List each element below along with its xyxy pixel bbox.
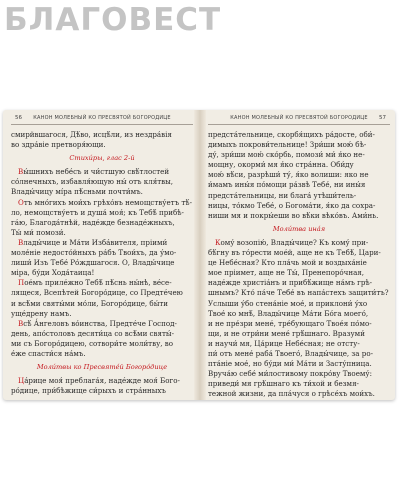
text-line: шнымъ? Кто́ па́че Тебе́ въ напа́стехъ защити́тъ? bbox=[208, 288, 389, 298]
text-line: Услыши у́бо стена́ніе мое́, и приклони́ у́хо bbox=[208, 298, 368, 308]
text-line: лящеся, Всепѣтей Богоро́дице, со Предтéчею bbox=[11, 288, 183, 298]
text-line: ро́дице, при́бѣжище си́рыхъ и стра́нныхъ bbox=[11, 386, 166, 396]
section-heading: Моли́тва ина́я bbox=[272, 224, 326, 233]
page-text bbox=[208, 130, 390, 399]
text-line: Всѣ́ А́нгеловъ во́инства, Предтéче Господ- bbox=[18, 318, 177, 328]
text-line: надéжде христіа́нъ и прибѣ́жище на́мъ грѣ- bbox=[208, 278, 373, 288]
text-line: Влады́чице и Ма́ти Изба́вителя, пріими́ bbox=[18, 237, 168, 247]
red-initial: Ц bbox=[18, 376, 25, 386]
text-line: Вруча́ю себе́ ми́лостивому покро́ву Твоему́: bbox=[208, 369, 372, 379]
running-head bbox=[11, 110, 193, 125]
text-line: е́же спасти́ся на́мъ. bbox=[11, 348, 86, 358]
text-line: во здра́віе претворя́ющи. bbox=[11, 140, 106, 150]
text-line: приведи́ мя грѣ́шнаго къ ти́хой и безмя- bbox=[208, 379, 359, 389]
running-title: КАНОН МОЛЕБНЫЙ КО ПРЕСВЯТОЙ БОГОРОДИЦЕ bbox=[230, 115, 368, 121]
text-line: и всѣ́ми святы́ми мо́ли, Богоро́дице, бы́ти bbox=[11, 298, 168, 308]
text-line: день, апо́столовъ десяти́ца со всѣ́ми святы́- bbox=[11, 328, 174, 338]
text-line: це Небе́сная? Кто пла́чь мой и воздыха́ніе bbox=[208, 258, 367, 268]
text-line: мое пріимет, аще не Ты́, Пренепоро́чная, bbox=[208, 268, 365, 278]
text-line: Ты́ ми́ помози́. bbox=[11, 227, 66, 237]
section-heading: Стихи́ры, глас 2-й bbox=[69, 154, 135, 163]
text-line: щи, и не отри́ни мене́ грѣ́шнаго. Вразуми́ bbox=[208, 328, 365, 338]
text-line: ло, немощству́етъ и душа́ моя́; къ Тебѣ́ прибѣ- bbox=[11, 207, 184, 217]
text-line: Поéмъ прилéжно Тебѣ́ пѣ́снь ны́нѣ, вéсе- bbox=[18, 278, 172, 288]
text-line: міра, бу́ди Хода́таица! bbox=[11, 268, 95, 278]
right-page bbox=[208, 110, 390, 400]
red-initial: В bbox=[18, 167, 24, 177]
text-line: Кому́ возопію́, Влады́чице? Къ кому́ при- bbox=[215, 237, 369, 247]
text-line: гáю, Благода́тнѣй, надéжде безнадéжныхъ, bbox=[11, 217, 175, 227]
book-gutter bbox=[194, 110, 206, 400]
text-line: и́мамъ ины́я по́мощи ра́звѣ Тебе́, ни ины́я bbox=[208, 180, 366, 190]
page-number: 56 bbox=[15, 115, 22, 121]
text-line: Твое́ ко мнѣ́, Влады́чице Ма́ти Бо́га моего́, bbox=[208, 308, 369, 318]
text-line: и не пре́зри менé, тре́бующаго Твое́я по́мо- bbox=[208, 318, 372, 328]
text-line: Влады́чицу мі́ра пѣ́сньми почти́мъ. bbox=[11, 187, 143, 197]
text-line: ду́, зри́ши мою́ ско́рбь, помози́ ми́ я́ко не- bbox=[208, 150, 365, 160]
text-line: мою́ вѣ́си, разрѣши́ ту́, я́ко волиши: яко не bbox=[208, 170, 369, 180]
red-initial: В bbox=[18, 237, 24, 247]
text-line: тежной жизни, да пла́чуся о грѣсе́хъ мои́хъ. bbox=[208, 389, 375, 399]
running-title: КАНОН МОЛЕБНЫЙ КО ПРЕСВЯТОЙ БОГОРОДИЦЕ bbox=[33, 115, 171, 121]
text-line: лиши́ Изъ Тебе́ Ро́ждшагося. О, Влады́чице bbox=[11, 258, 175, 268]
text-line: предста́тельницы, ни блага́ утѣши́тель- bbox=[208, 190, 357, 200]
left-page bbox=[11, 110, 193, 400]
text-line: моле́ніе недосто́йныхъ ра́бъ Твои́хъ, да у́мо- bbox=[11, 248, 177, 258]
text-line: пта́ніе мое́, но бу́ди ми́ Ма́ти и Засту́пница. bbox=[208, 359, 372, 369]
text-line: мощну, окорми́ мя я́ко стра́нна. Оби́ду bbox=[208, 160, 354, 170]
running-head bbox=[208, 110, 390, 125]
text-line: ниши мя и покры́еши во вѣ́ки вѣко́въ. Ами́нь. bbox=[208, 210, 379, 220]
text-line: пи́ отъ мене́ раба́ Твоего́, Влады́чице, за ро- bbox=[208, 348, 373, 358]
red-initial: К bbox=[215, 237, 221, 247]
text-line: и научи́ мя, Ца́рице Небе́сная; не отсту- bbox=[208, 338, 360, 348]
text-line: ми съ Богоро́дицею, сотвори́те моли́тву, во bbox=[11, 338, 174, 348]
text-line: смирйвшагося, Дѣ́во, исцѣ́ли, из нездра́вія bbox=[11, 130, 172, 139]
text-line: ницы, то́кмо Тебе́, о Богома́ти, я́ко да сохра- bbox=[208, 200, 376, 210]
section-heading: Моли́твы ко Пресвяте́й Богоро́дице bbox=[36, 363, 168, 372]
text-line: димыхъ покрови́тельнице! Зри́ши мою́ бѣ- bbox=[208, 140, 367, 150]
page-number: 57 bbox=[379, 115, 386, 121]
page-text bbox=[11, 130, 193, 396]
red-initial: В bbox=[18, 318, 24, 328]
text-line: Отъ мно́гихъ мои́хъ грѣхо́въ немощству́етъ тѣ́- bbox=[18, 197, 192, 207]
text-line: ущéдрену намъ. bbox=[11, 308, 72, 318]
text-line: бѣ́гну въ го́рести моéй, аще не къ Тебѣ́, Цари- bbox=[208, 248, 381, 258]
red-initial: П bbox=[18, 278, 25, 288]
text-line: со́лнечныхъ, избавля́ющую ны́ отъ кля́твы, bbox=[11, 177, 174, 187]
text-line: предста́тельнице, скорбя́щихъ ра́досте, оби́- bbox=[208, 130, 375, 139]
text-line: Ца́рице моя́ преблага́я, надéжде моя́ Бого- bbox=[18, 376, 180, 386]
red-initial: О bbox=[18, 197, 24, 207]
open-book bbox=[3, 110, 395, 400]
watermark-logo: БЛАГОВЕСТ bbox=[4, 2, 222, 38]
text-line: Вы́шнихъ небе́съ и чи́стшую свѣ́тлостей bbox=[18, 167, 170, 177]
